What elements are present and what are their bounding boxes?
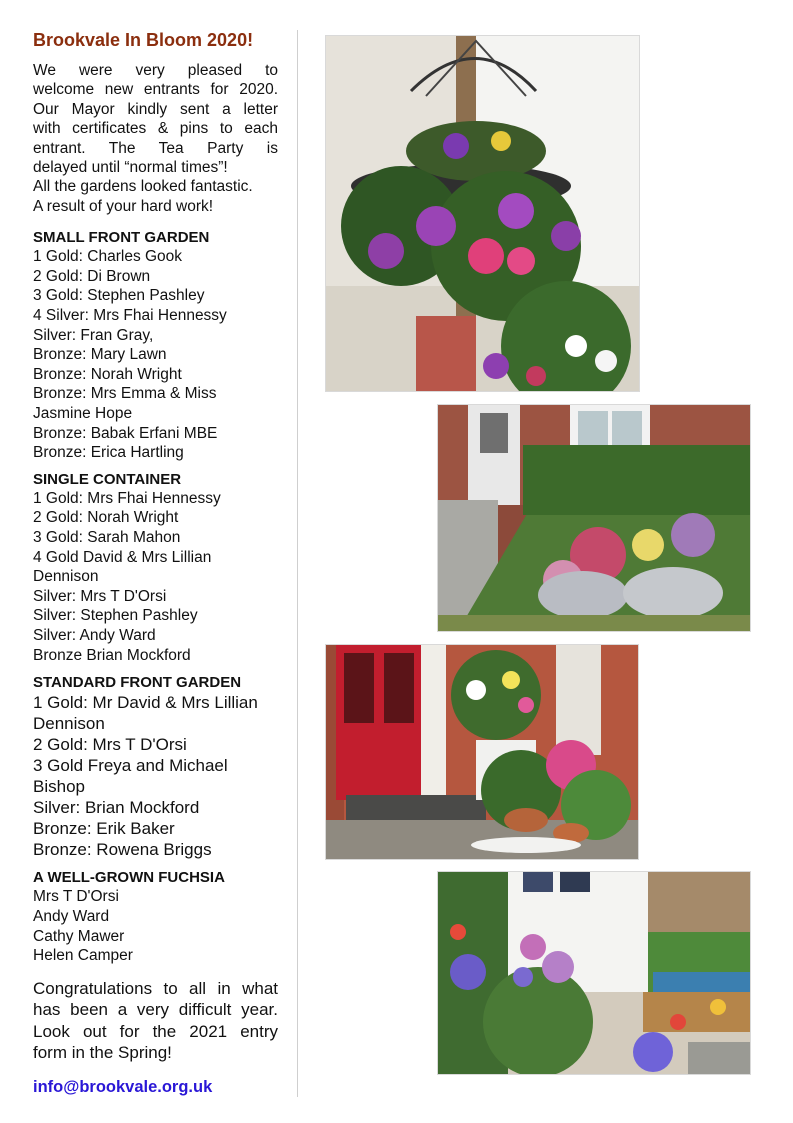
intro-line: A result of your hard work!	[33, 197, 214, 215]
section-heading-well-grown-fuchsia: A WELL-GROWN FUCHSIA	[33, 869, 225, 887]
list-item: Mrs T D'Orsi	[33, 888, 119, 906]
list-item: 2 Gold: Norah Wright	[33, 509, 179, 527]
list-item: Bronze: Erica Hartling	[33, 444, 184, 462]
list-item: 2 Gold: Mrs T D'Orsi	[33, 735, 187, 755]
list-item: Bishop	[33, 777, 85, 797]
intro-line: Our Mayor kindly sent a letter	[33, 100, 278, 118]
list-item: Silver: Mrs T D'Orsi	[33, 587, 167, 605]
contact-email-link[interactable]: info@brookvale.org.uk	[33, 1077, 213, 1096]
intro-paragraph	[33, 61, 278, 216]
list-item: Silver: Andy Ward	[33, 626, 156, 644]
outro-line: Congratulations to all in what	[33, 978, 278, 998]
intro-line: All the gardens looked fantastic.	[33, 178, 253, 196]
red-door-pots-photo	[325, 644, 639, 860]
outro-line: form in the Spring!	[33, 1043, 172, 1063]
cornflower-garden-photo	[437, 871, 751, 1075]
list-item: Bronze: Babak Erfani MBE	[33, 424, 218, 442]
list-item: Bronze: Rowena Briggs	[33, 840, 212, 860]
list-item: Bronze: Mary Lawn	[33, 346, 167, 364]
intro-line: delayed until “normal times”!	[33, 159, 228, 177]
front-garden-photo	[437, 404, 751, 632]
list-item: 3 Gold Freya and Michael	[33, 756, 228, 776]
winners-list-well-grown-fuchsia	[33, 887, 278, 966]
winners-list-standard-front-garden	[33, 692, 278, 860]
list-item: 4 Gold David & Mrs Lillian	[33, 548, 212, 566]
list-item: 4 Silver: Mrs Fhai Hennessy	[33, 307, 227, 325]
list-item: Cathy Mawer	[33, 927, 125, 945]
list-item: Bronze: Erik Baker	[33, 819, 175, 839]
winners-list-single-container	[33, 489, 278, 665]
list-item: Helen Camper	[33, 947, 133, 965]
list-item: Bronze Brian Mockford	[33, 646, 191, 664]
outro-line: Look out for the 2021 entry	[33, 1021, 278, 1041]
list-item: Andy Ward	[33, 907, 110, 925]
list-item: Dennison	[33, 568, 99, 586]
section-heading-single-container: SINGLE CONTAINER	[33, 470, 182, 488]
hanging-basket-photo	[325, 35, 640, 392]
list-item: Jasmine Hope	[33, 405, 133, 422]
list-item: 2 Gold: Di Brown	[33, 267, 151, 285]
intro-line: entrant. The Tea Party is	[33, 139, 278, 157]
list-item: 1 Gold: Charles Gook	[33, 248, 183, 266]
closing-paragraph	[33, 978, 278, 1064]
list-item: 1 Gold: Mr David & Mrs Lillian	[33, 693, 258, 713]
list-item: Silver: Fran Gray,	[33, 326, 154, 344]
list-item: Bronze: Mrs Emma & Miss	[33, 385, 217, 403]
intro-line: welcome new entrants for 2020.	[33, 81, 278, 99]
list-item: Dennison	[33, 714, 105, 734]
intro-line: We were very pleased to	[33, 62, 278, 79]
section-heading-standard-front-garden: STANDARD FRONT GARDEN	[33, 674, 242, 692]
article-column	[33, 30, 278, 1097]
outro-line: has been a very difficult year.	[33, 1000, 278, 1020]
intro-line: with certificates & pins to each	[33, 120, 278, 138]
list-item: 3 Gold: Sarah Mahon	[33, 528, 181, 546]
list-item: Silver: Stephen Pashley	[33, 607, 198, 625]
winners-list-small-front-garden	[33, 247, 278, 463]
list-item: Bronze: Norah Wright	[33, 365, 182, 383]
list-item: 3 Gold: Stephen Pashley	[33, 287, 205, 305]
section-heading-small-front-garden: SMALL FRONT GARDEN	[33, 229, 210, 247]
column-divider	[297, 30, 298, 1097]
page-title: Brookvale In Bloom 2020!	[33, 30, 254, 50]
list-item: 1 Gold: Mrs Fhai Hennessy	[33, 489, 221, 507]
list-item: Silver: Brian Mockford	[33, 798, 200, 818]
